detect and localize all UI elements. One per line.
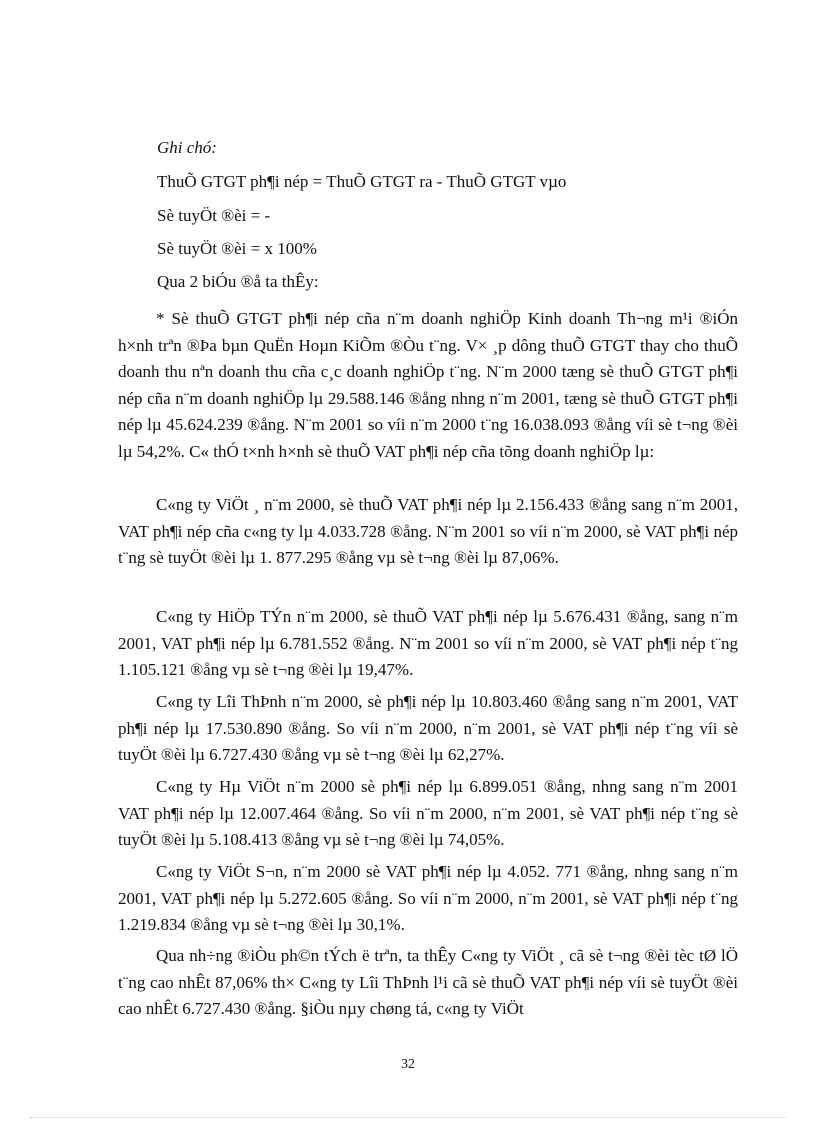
vat-formula: ThuÕ GTGT ph¶i nép = ThuÕ GTGT ra - ThuÕ GTGT vµo (157, 172, 567, 191)
absolute-formula: Sè tuyÖt ®èi = - (157, 206, 271, 225)
footer-divider (30, 1117, 786, 1118)
paragraph-viet-a: C«ng ty ViÖt ¸ n¨m 2000, sè thuÕ VAT ph¶i nép lµ 2.156.433 ®ång sang n¨m 2001, VAT ph¶i nép cña c«ng ty lµ 4.033.728 ®ång. N¨m 2001 so víi n¨m 2000, sè VAT ph¶i nép t¨ng sè tuyÖt ®èi lµ 1. 877.295 ®ång vµ sè t¬ng ®èi lµ 87,06%. (118, 495, 738, 567)
paragraph-conclusion: Qua nh÷ng ®iÒu ph©n tÝch ë trªn, ta thÊy C«ng ty ViÖt ¸ cã sè t¬ng ®èi tèc tØ lÖ t¨ng cao nhÊt 87,06% th× C«ng ty Lîi ThÞnh l¹i cã sè thuÕ VAT ph¶i nép víi sè tuyÖt ®èi cao nhÊt 6.727.430 ®ång. §iÒu nµy chøng tá, c«ng ty ViÖt (118, 946, 738, 1018)
relative-formula: Sè tuyÖt ®èi = x 100% (157, 239, 317, 258)
notes-heading: Ghi chó: (157, 138, 217, 157)
paragraph-viet-son: C«ng ty ViÖt S¬n, n¨m 2000 sè VAT ph¶i nép lµ 4.052. 771 ®ång, nhng sang n¨m 2001, VAT ph¶i nép lµ 5.272.605 ®ång. So víi n¨m 2000, n¨m 2001, sè VAT ph¶i nép t¨ng 1.219.834 ®ång vµ sè t¬ng ®èi lµ 30,1%. (118, 862, 738, 934)
paragraph-ha-viet: C«ng ty Hµ ViÖt n¨m 2000 sè ph¶i nép lµ 6.899.051 ®ång, nhng sang n¨m 2001 VAT ph¶i nép lµ 12.007.464 ®ång. So víi n¨m 2000, n¨m 2001, sè VAT ph¶i nép t¨ng sè tuyÖt ®èi lµ 5.108.413 ®ång vµ sè t¬ng ®èi lµ 74,05%. (118, 777, 738, 849)
charts-intro: Qua 2 biÓu ®å ta thÊy: (157, 272, 319, 291)
paragraph-loi-thinh: C«ng ty Lîi ThÞnh n¨m 2000, sè ph¶i nép lµ 10.803.460 ®ång sang n¨m 2001, VAT ph¶i nép lµ 17.530.890 ®ång. So víi n¨m 2000, n¨m 2001, sè VAT ph¶i nép t¨ng víi sè tuyÖt ®èi lµ 6.727.430 ®ång vµ sè t¬ng ®èi lµ 62,27%. (118, 692, 738, 764)
page-number: 32 (401, 1057, 415, 1072)
paragraph-summary: * Sè thuÕ GTGT ph¶i nép cña n¨m doanh nghiÖp Kinh doanh Th¬ng m¹i ®iÓn h×nh trªn ®Þa bµn QuËn Hoµn KiÕm ®Òu t¨ng. V× ¸p dông thuÕ GTGT thay cho thuÕ doanh thu nªn doanh thu cña c¸c doanh nghiÖp t¨ng. N¨m 2000 tæng sè thuÕ GTGT ph¶i nép cña n¨m doanh nghiÖp lµ 29.588.146 ®ång nhng n¨m 2001, tæng sè thuÕ GTGT ph¶i nép lµ 45.624.239 ®ång. N¨m 2001 so víi n¨m 2000 t¨ng 16.038.093 ®ång víi sè t¬ng ®èi lµ 54,2%. C« thÓ t×nh h×nh sè thuÕ VAT ph¶i nép cña tõng doanh nghiÖp lµ: (118, 309, 738, 461)
paragraph-hiep-tin: C«ng ty HiÖp TÝn n¨m 2000, sè thuÕ VAT ph¶i nép lµ 5.676.431 ®ång, sang n¨m 2001, VAT ph¶i nép lµ 6.781.552 ®ång. N¨m 2001 so víi n¨m 2000, sè VAT ph¶i nép t¨ng 1.105.121 ®ång vµ sè t¬ng ®èi lµ 19,47%. (118, 607, 738, 679)
